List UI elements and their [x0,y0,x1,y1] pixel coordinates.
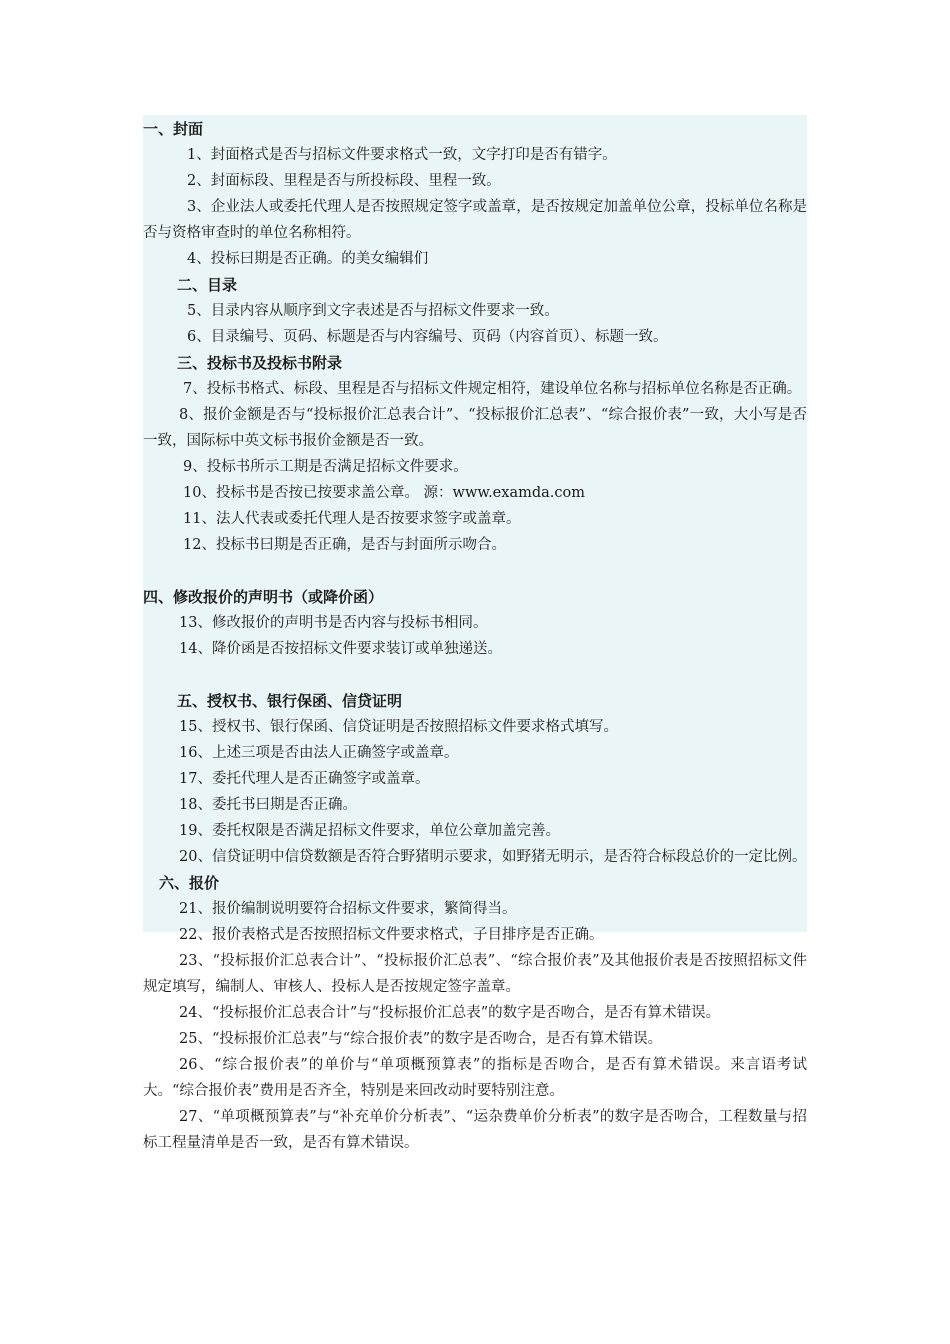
list-item: 24、“投标报价汇总表合计”与“投标报价汇总表”的数字是否吻合，是否有算术错误。 [179,1005,721,1021]
list-item: 12、投标书曰期是否正确，是否与封面所示吻合。 [183,537,506,553]
list-item: 7、投标书格式、标段、里程是否与招标文件规定相符，建设单位名称与招标单位名称是否正确。 [183,381,802,397]
list-item: 5、目录内容从顺序到文字表述是否与招标文件要求一致。 [187,303,559,319]
list-item: 1、封面格式是否与招标文件要求格式一致，文字打印是否有错字。 [187,147,617,163]
list-item: 3、企业法人或委托代理人是否按照规定签字或盖章，是否按规定加盖单位公章，投标单位名称是否与资格审查时的单位名称相符。 [143,199,807,241]
list-item: 8、报价金额是否与“投标报价汇总表合计”、“投标报价汇总表”、“综合报价表”一致，大小写是否一致，国际标中英文标书报价金额是否一致。 [143,407,807,449]
section-heading-toc: 二、目录 [177,276,238,294]
list-item: 16、上述三项是否由法人正确签字或盖章。 [179,745,459,761]
list-item: 4、投标曰期是否正确。的美女编辑们 [187,251,429,267]
list-item: 23、“投标报价汇总表合计”、“投标报价汇总表”、“综合报价表”及其他报价表是否按照招标文件规定填写，编制人、审核人、投标人是否按规定签字盖章。 [143,953,807,995]
section-heading-cover: 一、封面 [143,120,204,138]
list-item: 11、法人代表或委托代理人是否按要求签字或盖章。 [183,511,521,527]
list-item: 21、报价编制说明要符合招标文件要求，繁简得当。 [179,901,517,917]
list-item: 25、“投标报价汇总表”与“综合报价表”的数字是否吻合，是否有算术错误。 [179,1031,663,1047]
list-item: 17、委托代理人是否正确签字或盖章。 [179,771,430,787]
list-item: 27、“单项概预算表”与“补充单价分析表”、“运杂费单价分析表”的数字是否吻合，工程数量与招标工程量清单是否一致，是否有算术错误。 [143,1109,807,1151]
list-item: 10、投标书是否按已按要求盖公章。 源：www.examda.com [183,485,585,501]
list-item: 22、报价表格式是否按照招标文件要求格式，子目排序是否正确。 [179,927,604,943]
list-item: 14、降价函是否按招标文件要求装订或单独递送。 [179,641,502,657]
list-item: 18、委托书曰期是否正确。 [179,797,357,813]
list-item: 26、“综合报价表”的单价与“单项概预算表”的指标是否吻合，是否有算术错误。来言语考试大。“综合报价表”费用是否齐全，特别是来回改动时要特别注意。 [143,1057,807,1099]
document-body [143,116,807,1156]
spacer [143,662,807,688]
section-heading-bid-letter: 三、投标书及投标书附录 [177,354,343,372]
list-item: 9、投标书所示工期是否满足招标文件要求。 [183,459,468,475]
spacer [143,558,807,584]
list-item: 2、封面标段、里程是否与所投标段、里程一致。 [187,173,501,189]
section-heading-authorization: 五、授权书、银行保函、信贷证明 [177,692,403,710]
list-item: 6、目录编号、页码、标题是否与内容编号、页码（内容首页）、标题一致。 [187,329,668,345]
list-item: 20、信贷证明中信贷数额是否符合野猪明示要求，如野猪无明示，是否符合标段总价的一定比例。 [179,849,807,865]
list-item: 19、委托权限是否满足招标文件要求，单位公章加盖完善。 [179,823,560,839]
section-heading-quotation: 六、报价 [159,874,220,892]
section-heading-price-revision: 四、修改报价的声明书（或降价函） [143,588,384,606]
list-item: 15、授权书、银行保函、信贷证明是否按照招标文件要求格式填写。 [179,719,618,735]
list-item: 13、修改报价的声明书是否内容与投标书相同。 [179,615,488,631]
